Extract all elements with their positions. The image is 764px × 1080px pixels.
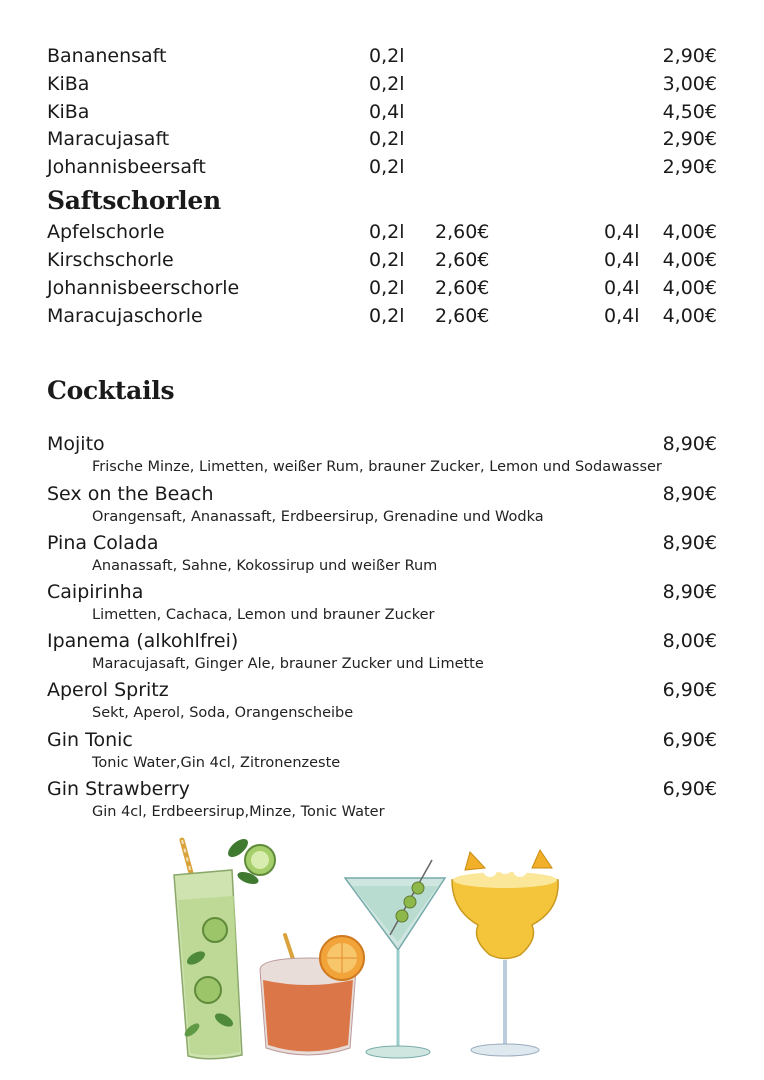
schorle-row xyxy=(0,302,764,330)
cocktail-price: 6,90€ xyxy=(662,679,717,701)
cocktail-name: Gin Strawberry xyxy=(47,778,190,800)
cocktail-item xyxy=(0,579,764,629)
juice-row xyxy=(0,42,764,70)
item-name: KiBa xyxy=(47,101,90,123)
item-price-small: 2,60€ xyxy=(435,277,490,299)
cocktail-name: Mojito xyxy=(47,433,105,455)
cocktail-price: 8,90€ xyxy=(662,532,717,554)
item-name: Johannisbeersaft xyxy=(47,156,206,178)
schorle-row xyxy=(0,218,764,246)
cocktail-description: Ananassaft, Sahne, Kokossirup und weißer Rum xyxy=(92,558,438,574)
cocktail-item xyxy=(0,431,764,481)
cocktail-description: Maracujasaft, Ginger Ale, brauner Zucker und Limette xyxy=(92,656,484,672)
item-price-small: 2,60€ xyxy=(435,249,490,271)
section-title-cocktails: Cocktails xyxy=(47,376,175,405)
item-price-large: 4,00€ xyxy=(662,249,717,271)
item-price: 2,90€ xyxy=(662,45,717,67)
item-name: Apfelschorle xyxy=(47,221,165,243)
juice-row xyxy=(0,70,764,98)
item-name: Maracujaschorle xyxy=(47,305,203,327)
item-name: Maracujasaft xyxy=(47,128,170,150)
item-price-large: 4,00€ xyxy=(662,277,717,299)
item-price-large: 4,00€ xyxy=(662,221,717,243)
schorle-row xyxy=(0,246,764,274)
item-volume-large: 0,4l xyxy=(604,277,640,299)
item-price: 2,90€ xyxy=(662,128,717,150)
item-price: 2,90€ xyxy=(662,156,717,178)
cocktail-item xyxy=(0,628,764,678)
cocktail-illustration xyxy=(160,830,580,1070)
item-name: Bananensaft xyxy=(47,45,167,67)
cocktail-name: Caipirinha xyxy=(47,581,144,603)
cocktail-item xyxy=(0,677,764,727)
cocktail-price: 6,90€ xyxy=(662,778,717,800)
cocktail-name: Ipanema (alkohlfrei) xyxy=(47,630,239,652)
item-volume: 0,2l xyxy=(369,45,405,67)
cocktail-item xyxy=(0,776,764,826)
cocktail-description: Tonic Water,Gin 4cl, Zitronenzeste xyxy=(92,755,341,771)
cocktail-name: Sex on the Beach xyxy=(47,483,214,505)
item-volume: 0,2l xyxy=(369,73,405,95)
juice-row xyxy=(0,98,764,126)
margarita-glass-icon xyxy=(452,850,558,1056)
cocktail-price: 8,90€ xyxy=(662,581,717,603)
item-volume: 0,2l xyxy=(369,156,405,178)
item-volume-small: 0,2l xyxy=(369,221,405,243)
cocktail-description: Frische Minze, Limetten, weißer Rum, brauner Zucker, Lemon und Sodawasser xyxy=(92,459,662,475)
item-volume-small: 0,2l xyxy=(369,249,405,271)
item-price-small: 2,60€ xyxy=(435,221,490,243)
cocktail-price: 8,00€ xyxy=(662,630,717,652)
cocktail-price: 8,90€ xyxy=(662,483,717,505)
cocktail-description: Sekt, Aperol, Soda, Orangenscheibe xyxy=(92,705,354,721)
item-price: 3,00€ xyxy=(662,73,717,95)
item-volume-large: 0,4l xyxy=(604,221,640,243)
cocktail-name: Aperol Spritz xyxy=(47,679,169,701)
item-volume: 0,4l xyxy=(369,101,405,123)
item-name: Johannisbeerschorle xyxy=(47,277,240,299)
cocktail-price: 8,90€ xyxy=(662,433,717,455)
item-price: 4,50€ xyxy=(662,101,717,123)
item-volume: 0,2l xyxy=(369,128,405,150)
mojito-glass-icon xyxy=(174,836,275,1059)
cocktail-price: 6,90€ xyxy=(662,729,717,751)
section-title-schorlen: Saftschorlen xyxy=(47,186,221,215)
juice-row xyxy=(0,153,764,181)
item-volume-small: 0,2l xyxy=(369,277,405,299)
cocktail-item xyxy=(0,481,764,531)
cocktail-description: Orangensaft, Ananassaft, Erdbeersirup, Grenadine und Wodka xyxy=(92,509,544,525)
item-volume-small: 0,2l xyxy=(369,305,405,327)
cocktail-item xyxy=(0,530,764,580)
cocktail-description: Gin 4cl, Erdbeersirup,Minze, Tonic Water xyxy=(92,804,385,820)
cocktail-description: Limetten, Cachaca, Lemon und brauner Zucker xyxy=(92,607,435,623)
item-volume-large: 0,4l xyxy=(604,305,640,327)
item-price-small: 2,60€ xyxy=(435,305,490,327)
item-name: Kirschschorle xyxy=(47,249,174,271)
item-volume-large: 0,4l xyxy=(604,249,640,271)
schorle-row xyxy=(0,274,764,302)
item-price-large: 4,00€ xyxy=(662,305,717,327)
cocktail-name: Pina Colada xyxy=(47,532,159,554)
juice-row xyxy=(0,125,764,153)
item-name: KiBa xyxy=(47,73,90,95)
cocktail-name: Gin Tonic xyxy=(47,729,133,751)
cocktail-item xyxy=(0,727,764,777)
tumbler-glass-icon xyxy=(260,935,364,1055)
